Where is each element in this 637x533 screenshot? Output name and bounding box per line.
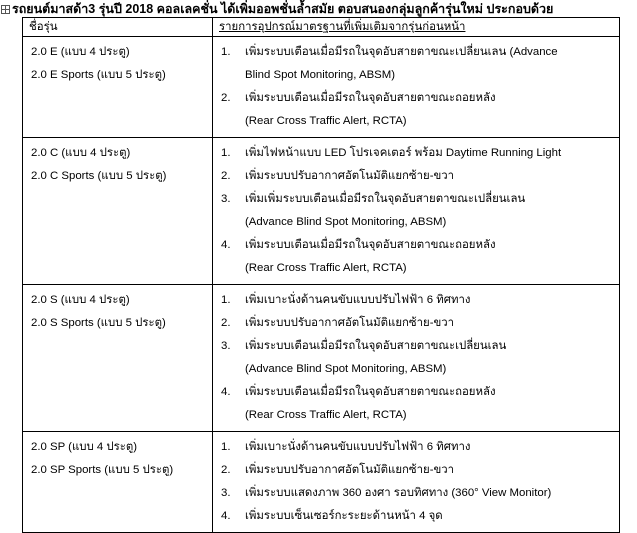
feature-line-continued: (Advance Blind Spot Monitoring, ABSM) [245,216,447,228]
model-cell [23,37,213,138]
model-name: 2.0 E Sports (แบบ 5 ประตู) [31,69,166,81]
feature-text [245,335,613,381]
feature-number: 4. [221,386,231,398]
feature-line-continued: Blind Spot Monitoring, ABSM) [245,69,396,81]
feature-item [221,436,613,459]
feature-number: 3. [221,193,231,205]
spec-table [22,17,620,533]
feature-item [221,234,613,280]
feature-number: 3. [221,340,231,352]
feature-number: 1. [221,441,231,453]
feature-line: เพิ่มระบบเตือนเมื่อมีรถในจุดอับสายตาขณะเปลี่ยนเลน (Advance [245,46,558,58]
feature-number: 4. [221,510,231,522]
feature-number: 2. [221,464,231,476]
features-cell [213,138,620,285]
table-row [23,285,620,432]
features-cell [213,37,620,138]
model-cell [23,285,213,432]
feature-line: เพิ่มเพิ่มระบบเตือนเมื่อมีรถในจุดอับสายตาขณะเปลี่ยนเลน [245,193,526,205]
feature-item [221,505,613,528]
table-move-handle-icon[interactable] [1,5,10,14]
feature-line-continued: (Advance Blind Spot Monitoring, ABSM) [245,363,447,375]
feature-line: เพิ่มเบาะนั่งด้านคนขับแบบปรับไฟฟ้า 6 ทิศทาง [245,441,471,453]
feature-line: เพิ่มระบบปรับอากาศอัตโนมัติแยกซ้าย-ขวา [245,464,455,476]
feature-line: เพิ่มไฟหน้าแบบ LED โปรเจคเตอร์ พร้อม Daytime Running Light [245,147,562,159]
table-header-row [23,18,620,37]
feature-number: 2. [221,170,231,182]
feature-line: เพิ่มระบบปรับอากาศอัตโนมัติแยกซ้าย-ขวา [245,317,455,329]
document-heading [0,0,637,18]
feature-line-continued: (Rear Cross Traffic Alert, RCTA) [245,409,407,421]
feature-item [221,482,613,505]
feature-line: เพิ่มระบบเตือนเมื่อมีรถในจุดอับสายตาขณะถอยหลัง [245,386,496,398]
feature-line: เพิ่มเบาะนั่งด้านคนขับแบบปรับไฟฟ้า 6 ทิศทาง [245,294,471,306]
feature-item [221,312,613,335]
features-cell [213,432,620,533]
table-row [23,37,620,138]
feature-line: เพิ่มระบบแสดงภาพ 360 องศา รอบทิศทาง (360° View Monitor) [245,487,552,499]
heading-text: รถยนต์มาสด้า3 รุ่นปี 2018 คอลเลคชั่น ได้เพิ่มออพชั่นล้ำสมัย ตอบสนองกลุ่มลูกค้ารุ่นใหม่ ประกอบด้วย [12,2,554,16]
model-cell [23,432,213,533]
feature-text [245,234,613,280]
feature-item [221,289,613,312]
feature-item [221,459,613,482]
model-name: 2.0 C Sports (แบบ 5 ประตู) [31,170,167,182]
feature-number: 1. [221,147,231,159]
model-name: 2.0 SP (แบบ 4 ประตู) [31,441,138,453]
feature-item [221,41,613,87]
header-features: รายการอุปกรณ์มาตรฐานที่เพิ่มเติมจากรุ่นก่อนหน้า [213,18,620,37]
model-name: 2.0 SP Sports (แบบ 5 ประตู) [31,464,174,476]
feature-line-continued: (Rear Cross Traffic Alert, RCTA) [245,115,407,127]
model-name: 2.0 S Sports (แบบ 5 ประตู) [31,317,166,329]
feature-list [221,142,613,280]
feature-line: เพิ่มระบบปรับอากาศอัตโนมัติแยกซ้าย-ขวา [245,170,455,182]
model-name: 2.0 S (แบบ 4 ประตู) [31,294,130,306]
table-row [23,432,620,533]
feature-item [221,142,613,165]
feature-number: 1. [221,46,231,58]
model-name: 2.0 E (แบบ 4 ประตู) [31,46,130,58]
feature-item [221,188,613,234]
feature-item [221,335,613,381]
header-model-name: ชื่อรุ่น [23,18,213,37]
feature-number: 1. [221,294,231,306]
feature-line: เพิ่มระบบเซ็นเซอร์กะระยะด้านหน้า 4 จุด [245,510,443,522]
feature-number: 4. [221,239,231,251]
feature-text [245,142,613,165]
feature-item [221,87,613,133]
feature-list [221,41,613,133]
features-cell [213,285,620,432]
feature-text [245,165,613,188]
feature-item [221,381,613,427]
feature-line-continued: (Rear Cross Traffic Alert, RCTA) [245,262,407,274]
feature-number: 2. [221,317,231,329]
feature-list [221,289,613,427]
feature-text [245,289,613,312]
feature-number: 3. [221,487,231,499]
feature-number: 2. [221,92,231,104]
feature-line: เพิ่มระบบเตือนเมื่อมีรถในจุดอับสายตาขณะถอยหลัง [245,239,496,251]
feature-text [245,87,613,133]
model-name: 2.0 C (แบบ 4 ประตู) [31,147,131,159]
feature-text [245,436,613,459]
feature-text [245,505,613,528]
feature-list [221,436,613,528]
feature-line: เพิ่มระบบเตือนเมื่อมีรถในจุดอับสายตาขณะเปลี่ยนเลน [245,340,507,352]
feature-item [221,165,613,188]
feature-text [245,459,613,482]
feature-text [245,482,613,505]
feature-line: เพิ่มระบบเตือนเมื่อมีรถในจุดอับสายตาขณะถอยหลัง [245,92,496,104]
feature-text [245,381,613,427]
model-cell [23,138,213,285]
feature-text [245,41,613,87]
table-row [23,138,620,285]
feature-text [245,312,613,335]
feature-text [245,188,613,234]
